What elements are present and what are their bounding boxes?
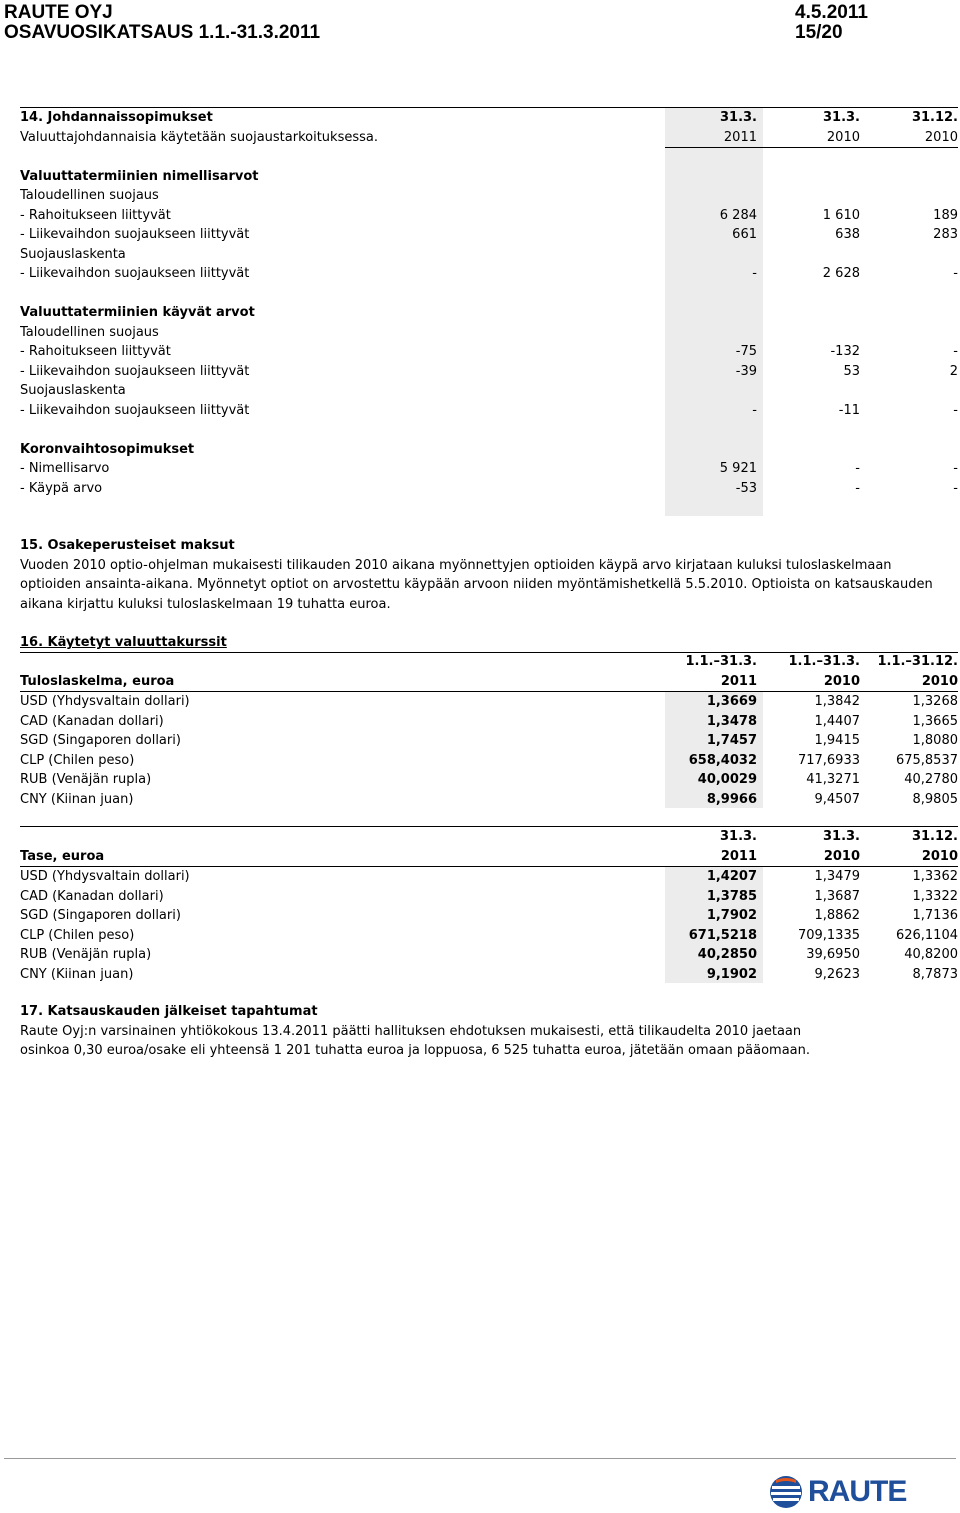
table-row: - Rahoitukseen liittyvät 6 284 1 610 189 bbox=[20, 207, 958, 223]
balance-sheet-rates-table bbox=[20, 827, 958, 984]
col-header: 31.3. bbox=[719, 110, 757, 125]
table-label: Tuloslaskelma, euroa bbox=[20, 673, 175, 689]
table-row: USD (Yhdysvaltain dollari) 1,3669 1,3842 1,3268 bbox=[20, 694, 958, 709]
income-statement-rates-table bbox=[20, 652, 958, 809]
table-row: RUB (Venäjän rupla) 40,2850 39,6950 40,8200 bbox=[20, 947, 958, 962]
table-row: Suojauslaskenta bbox=[20, 383, 126, 398]
report-title: OSAVUOSIKATSAUS 1.1.-31.3.2011 bbox=[4, 22, 321, 43]
table-row: RUB (Venäjän rupla) 40,0029 41,3271 40,2780 bbox=[20, 772, 958, 787]
table-row: CNY (Kiinan juan) 8,9966 9,4507 8,9805 bbox=[20, 791, 958, 807]
col-header: 31.12. bbox=[911, 110, 958, 125]
col-header: 2011 bbox=[723, 129, 757, 145]
table-row: - Liikevaihdon suojaukseen liittyvät - -11 - bbox=[20, 402, 958, 418]
table-row: CLP (Chilen peso) 658,4032 717,6933 675,8537 bbox=[20, 752, 958, 768]
col-header: 2010 bbox=[921, 673, 958, 689]
section-subsequent-events bbox=[20, 1002, 950, 1061]
page-number: 15/20 bbox=[795, 22, 843, 43]
paragraph-line: osinkoa 0,30 euroa/osake eli yhteensä 1 201 tuhatta euroa ja loppuosa, 6 525 tuhatta euroa, jätetään omaan pääomaan. bbox=[20, 1043, 811, 1058]
col-header: 31.3. bbox=[822, 829, 860, 844]
table-row: SGD (Singaporen dollari) 1,7902 1,8862 1,7136 bbox=[20, 908, 958, 923]
section-title: 15. Osakeperusteiset maksut bbox=[20, 538, 235, 553]
paragraph-line: aikana kirjattu kuluksi tuloslaskelmaan 19 tuhatta euroa. bbox=[20, 596, 391, 612]
intro-text: Valuuttajohdannaisia käytetään suojaustarkoituksessa. bbox=[20, 129, 378, 145]
col-header: 31.3. bbox=[822, 110, 860, 125]
col-header: 31.12. bbox=[911, 829, 958, 844]
section-title: 16. Käytetyt valuuttakurssit bbox=[20, 635, 227, 650]
col-header: 1.1.–31.3. bbox=[788, 654, 860, 669]
table-label: Tase, euroa bbox=[20, 848, 105, 864]
table-row: SGD (Singaporen dollari) 1,7457 1,9415 1,8080 bbox=[20, 733, 958, 748]
section-share-based-payments bbox=[20, 536, 950, 614]
group-title: Valuuttatermiinien nimellisarvot bbox=[20, 168, 259, 184]
raute-logo bbox=[768, 1474, 908, 1510]
table-row: Taloudellinen suojaus bbox=[20, 324, 159, 340]
table-row: Suojauslaskenta bbox=[20, 246, 126, 262]
section-exchange-rates-title bbox=[20, 633, 950, 653]
table-row: CLP (Chilen peso) 671,5218 709,1335 626,1104 bbox=[20, 927, 958, 943]
report-date: 4.5.2011 bbox=[795, 2, 868, 23]
table-row: - Liikevaihdon suojaukseen liittyvät - 2 628 - bbox=[20, 266, 958, 281]
col-header: 2010 bbox=[826, 129, 860, 145]
paragraph-line: Vuoden 2010 optio-ohjelman mukaisesti tilikauden 2010 aikana myönnettyjen optioiden käypä arvo kirjataan kuluksi tuloslaskelmaan bbox=[20, 557, 892, 573]
table-row: CAD (Kanadan dollari) 1,3478 1,4407 1,3665 bbox=[20, 713, 958, 729]
col-header: 2011 bbox=[720, 673, 757, 689]
col-header: 2010 bbox=[921, 848, 958, 864]
section-title: 14. Johdannaissopimukset bbox=[20, 110, 213, 125]
header-underline bbox=[665, 147, 958, 148]
table-row: - Nimellisarvo 5 921 - - bbox=[20, 461, 958, 476]
col-header: 2010 bbox=[823, 673, 860, 689]
paragraph-line: optioiden ansainta-aikana. Myönnetyt optiot on arvostettu käypään arvoon niiden myöntämishetkellä 5.5.2010. Optioista on katsauskauden bbox=[20, 577, 933, 592]
col-header: 1.1.–31.12. bbox=[877, 654, 958, 669]
group-title: Valuuttatermiinien käyvät arvot bbox=[20, 305, 255, 320]
table-row: - Käypä arvo -53 - - bbox=[20, 480, 958, 496]
paragraph-line: Raute Oyj:n varsinainen yhtiökokous 13.4.2011 päätti hallituksen ehdotuksen mukaisesti, että tilikaudelta 2010 jaetaan bbox=[20, 1023, 802, 1039]
section-title: 17. Katsauskauden jälkeiset tapahtumat bbox=[20, 1004, 318, 1019]
table-row: - Liikevaihdon suojaukseen liittyvät -39 53 2 bbox=[20, 363, 958, 379]
footer-rule bbox=[4, 1458, 956, 1459]
table-row: Taloudellinen suojaus bbox=[20, 188, 159, 203]
col-header: 31.3. bbox=[719, 829, 757, 844]
logo-text: RAUTE bbox=[808, 1475, 907, 1508]
col-header: 2010 bbox=[924, 129, 958, 145]
table-row: CNY (Kiinan juan) 9,1902 9,2623 8,7873 bbox=[20, 966, 958, 982]
table-row: - Rahoitukseen liittyvät -75 -132 - bbox=[20, 344, 958, 359]
company-name: RAUTE OYJ bbox=[4, 2, 113, 23]
col-header: 1.1.–31.3. bbox=[685, 654, 757, 669]
table-row: CAD (Kanadan dollari) 1,3785 1,3687 1,3322 bbox=[20, 888, 958, 904]
table-row: USD (Yhdysvaltain dollari) 1,4207 1,3479 1,3362 bbox=[20, 869, 958, 884]
col-header: 2010 bbox=[823, 848, 860, 864]
raute-logo-icon bbox=[768, 1474, 804, 1510]
col-header: 2011 bbox=[720, 848, 757, 864]
section-derivatives bbox=[20, 107, 958, 498]
group-title: Koronvaihtosopimukset bbox=[20, 441, 195, 457]
table-row: - Liikevaihdon suojaukseen liittyvät 661 638 283 bbox=[20, 227, 958, 242]
